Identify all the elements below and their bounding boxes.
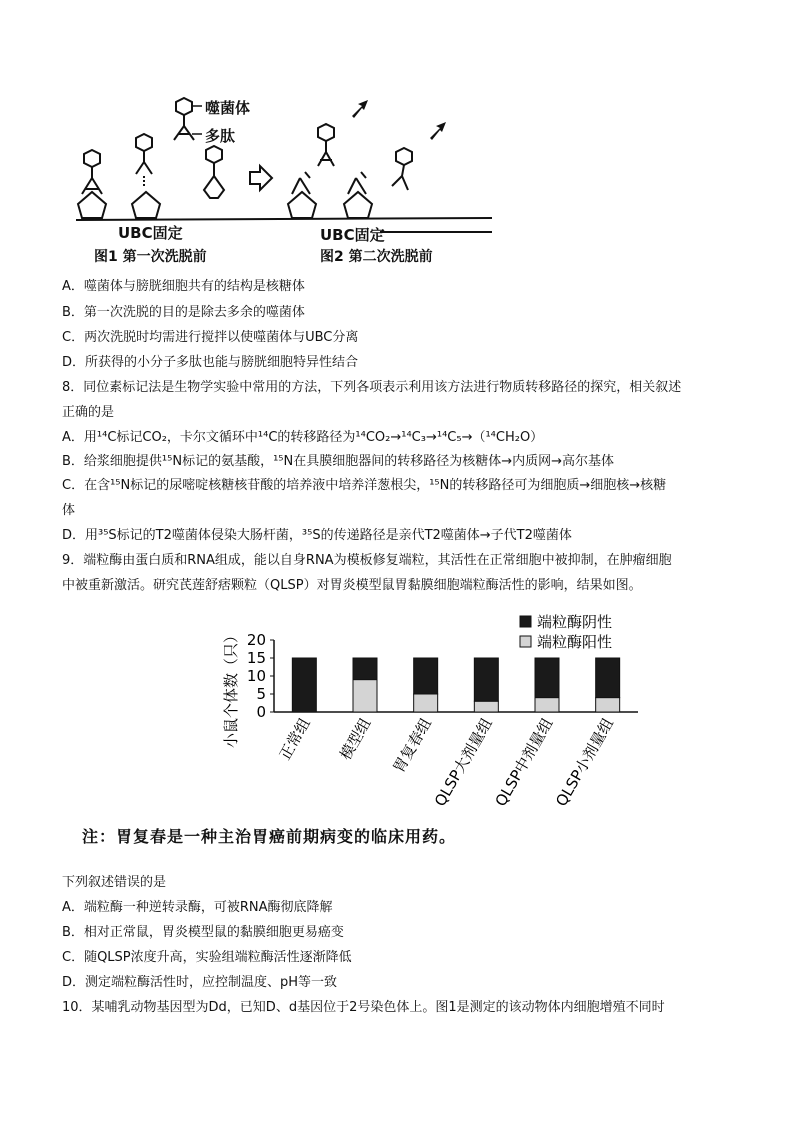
figure1-caption: 图1 第一次洗脱前 — [94, 249, 207, 265]
q8-option-d: D．用³⁵S标记的T2噬菌体侵染大肠杆菌，³⁵S的传递路径是亲代T2噬菌体→子代T2噬菌体 — [62, 528, 572, 543]
legend-peptide-label: 多肽 — [205, 127, 236, 145]
legend-label: 端粒酶阴性 — [537, 613, 613, 631]
bar-negative — [292, 658, 316, 712]
q9-option-a: A．端粒酶一种逆转录酶，可被RNA酶彻底降解 — [62, 900, 333, 915]
ubc-label-2: UBC固定 — [320, 226, 385, 244]
y-tick-label: 10 — [246, 667, 266, 685]
q9-option-c: C．随QLSP浓度升高，实验组端粒酶活性逐渐降低 — [62, 950, 352, 965]
bar-positive — [535, 698, 559, 712]
bar-negative — [414, 658, 438, 694]
q8-stem-line1: 8．同位素标记法是生物学实验中常用的方法，下列各项表示利用该方法进行物质转移路径的探究，相关叙述 — [62, 380, 682, 395]
q7-option-a: A．噬菌体与膀胱细胞共有的结构是核糖体 — [62, 279, 305, 294]
q8-stem-line2: 正确的是 — [62, 405, 115, 420]
x-tick-label: QLSP大剂量组 — [430, 715, 496, 810]
q9-stem-line2: 中被重新激活。研究芪莲舒痞颗粒（QLSP）对胃炎模型鼠胃黏膜细胞端粒酶活性的影响，结果如图。 — [62, 578, 642, 593]
bar-positive — [414, 694, 438, 712]
x-tick-label: 正常组 — [275, 715, 314, 763]
bar-negative — [596, 658, 620, 698]
bar-negative — [535, 658, 559, 698]
q8-option-b: B．给浆细胞提供¹⁵N标记的氨基酸，¹⁵N在具膜细胞器间的转移路径为核糖体→内质网→高尔基体 — [62, 454, 614, 469]
q9-stem-line1: 9．端粒酶由蛋白质和RNA组成，能以自身RNA为模板修复端粒，其活性在正常细胞中被抑制，在肿瘤细胞 — [62, 553, 672, 568]
q8-option-a: A．用¹⁴C标记CO₂，卡尔文循环中¹⁴C的转移路径为¹⁴CO₂→¹⁴C₃→¹⁴C₅→（¹⁴CH₂O） — [62, 430, 544, 445]
figure2-caption: 图2 第二次洗脱前 — [320, 249, 433, 265]
x-tick-label: 胃复春组 — [389, 715, 436, 776]
q9-option-d: D．测定端粒酶活性时，应控制温度、pH等一致 — [62, 975, 338, 990]
q7-option-c: C．两次洗脱时均需进行搅拌以使噬菌体与UBC分离 — [62, 330, 359, 345]
legend-swatch — [520, 616, 531, 627]
bar-positive — [596, 698, 620, 712]
q10-stem: 10．某哺乳动物基因型为Dd，已知D、d基因位于2号染色体上。图1是测定的该动物体内细胞增殖不同时 — [62, 1000, 665, 1015]
chart-note: 注：胃复春是一种主治胃癌前期病变的临床用药。 — [82, 827, 457, 846]
legend-label: 端粒酶阳性 — [537, 633, 613, 651]
ubc-label-1: UBC固定 — [118, 224, 183, 242]
bar-positive — [474, 701, 498, 712]
x-tick-label: QLSP小剂量组 — [552, 715, 618, 810]
telomerase-bar-chart — [222, 612, 660, 812]
q7-option-b: B．第一次洗脱的目的是除去多余的噬菌体 — [62, 305, 305, 320]
bar-negative — [474, 658, 498, 701]
y-tick-label: 20 — [246, 631, 266, 649]
y-tick-label: 5 — [256, 685, 266, 703]
legend-swatch — [520, 636, 531, 647]
y-tick-label: 15 — [246, 649, 266, 667]
x-tick-label: QLSP中剂量组 — [491, 715, 557, 810]
q9-question: 下列叙述错误的是 — [62, 875, 167, 890]
bar-positive — [353, 680, 377, 712]
bar-negative — [353, 658, 377, 680]
y-tick-label: 0 — [256, 703, 266, 721]
q7-option-d: D．所获得的小分子多肽也能与膀胱细胞特异性结合 — [62, 355, 359, 370]
q8-option-c-line2: 体 — [62, 503, 76, 518]
x-tick-label: 模型组 — [336, 715, 375, 763]
legend-phage-label: 噬菌体 — [205, 99, 251, 117]
y-axis-label: 小鼠个体数（只） — [222, 627, 240, 748]
q8-option-c-line1: C．在含¹⁵N标记的尿嘧啶核糖核苷酸的培养液中培养洋葱根尖，¹⁵N的转移路径可为细胞质→细胞核→核糖 — [62, 478, 667, 493]
q9-option-b: B．相对正常鼠，胃炎模型鼠的黏膜细胞更易癌变 — [62, 925, 344, 940]
